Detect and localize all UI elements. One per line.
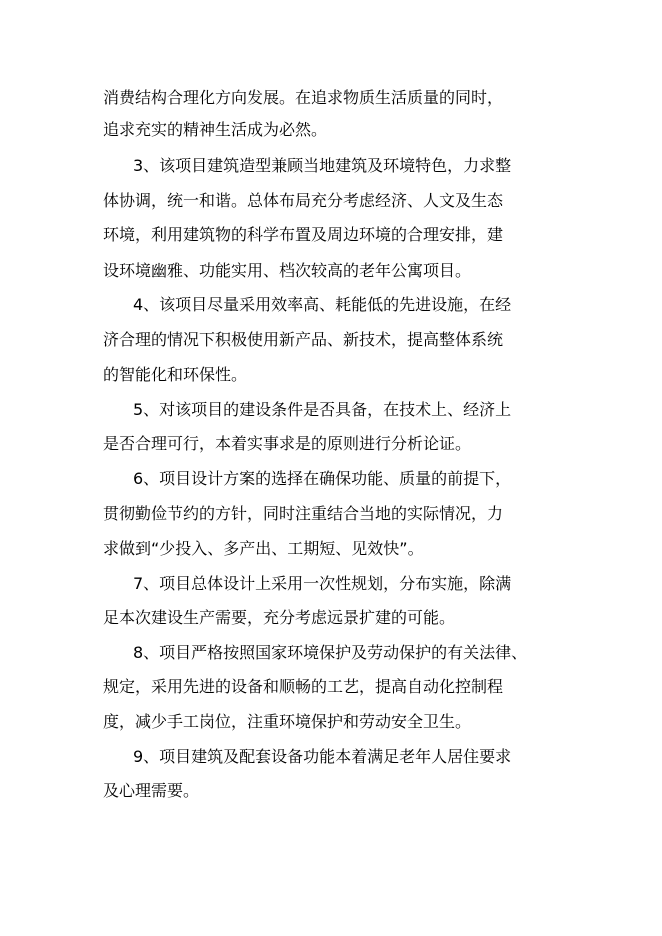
paragraph-6-line-2: 足本次建设生产需要，充分考虑远景扩建的可能。 xyxy=(103,608,456,627)
paragraph-5-line-3: 求做到“少投入、多产出、工期短、见效快”。 xyxy=(103,539,424,558)
paragraph-8-line-1: 9、项目建筑及配套设备功能本着满足老年人居住要求 xyxy=(133,747,512,766)
paragraph-2-line-2: 体协调，统一和谐。总体布局充分考虑经济、人文及生态 xyxy=(103,191,504,210)
paragraph-8-line-2: 及心理需要。 xyxy=(103,781,200,800)
paragraph-2-line-4: 设环境幽雅、功能实用、档次较高的老年公寓项目。 xyxy=(103,261,472,280)
paragraph-4-line-2: 是否合理可行，本着实事求是的原则进行分析论证。 xyxy=(103,434,472,453)
paragraph-7-line-3: 度，减少手工岗位，注重环境保护和劳动安全卫生。 xyxy=(103,712,472,731)
paragraph-3-line-1: 4、该项目尽量采用效率高、耗能低的先进设施，在经 xyxy=(133,295,512,314)
paragraph-4-line-1: 5、对该项目的建设条件是否具备，在技术上、经济上 xyxy=(133,400,512,419)
paragraph-1-line-2: 追求充实的精神生活成为必然。 xyxy=(103,120,328,139)
paragraph-5-line-2: 贯彻勤俭节约的方针，同时注重结合当地的实际情况，力 xyxy=(103,504,504,523)
paragraph-2-line-1: 3、该项目建筑造型兼顾当地建筑及环境特色，力求整 xyxy=(133,156,512,175)
paragraph-7-line-1: 8、项目严格按照国家环境保护及劳动保护的有关法律、 xyxy=(133,643,528,662)
paragraph-6-line-1: 7、项目总体设计上采用一次性规划，分布实施，除满 xyxy=(133,574,512,593)
paragraph-5-line-1: 6、项目设计方案的选择在确保功能、质量的前提下， xyxy=(133,469,512,488)
paragraph-1-line-1: 消费结构合理化方向发展。在追求物质生活质量的同时， xyxy=(103,88,504,107)
paragraph-3-line-3: 的智能化和环保性。 xyxy=(103,365,248,384)
paragraph-7-line-2: 规定，采用先进的设备和顺畅的工艺，提高自动化控制程 xyxy=(103,677,504,696)
paragraph-3-line-2: 济合理的情况下积极使用新产品、新技术，提高整体系统 xyxy=(103,330,504,349)
paragraph-2-line-3: 环境，利用建筑物的科学布置及周边环境的合理安排，建 xyxy=(103,225,504,244)
